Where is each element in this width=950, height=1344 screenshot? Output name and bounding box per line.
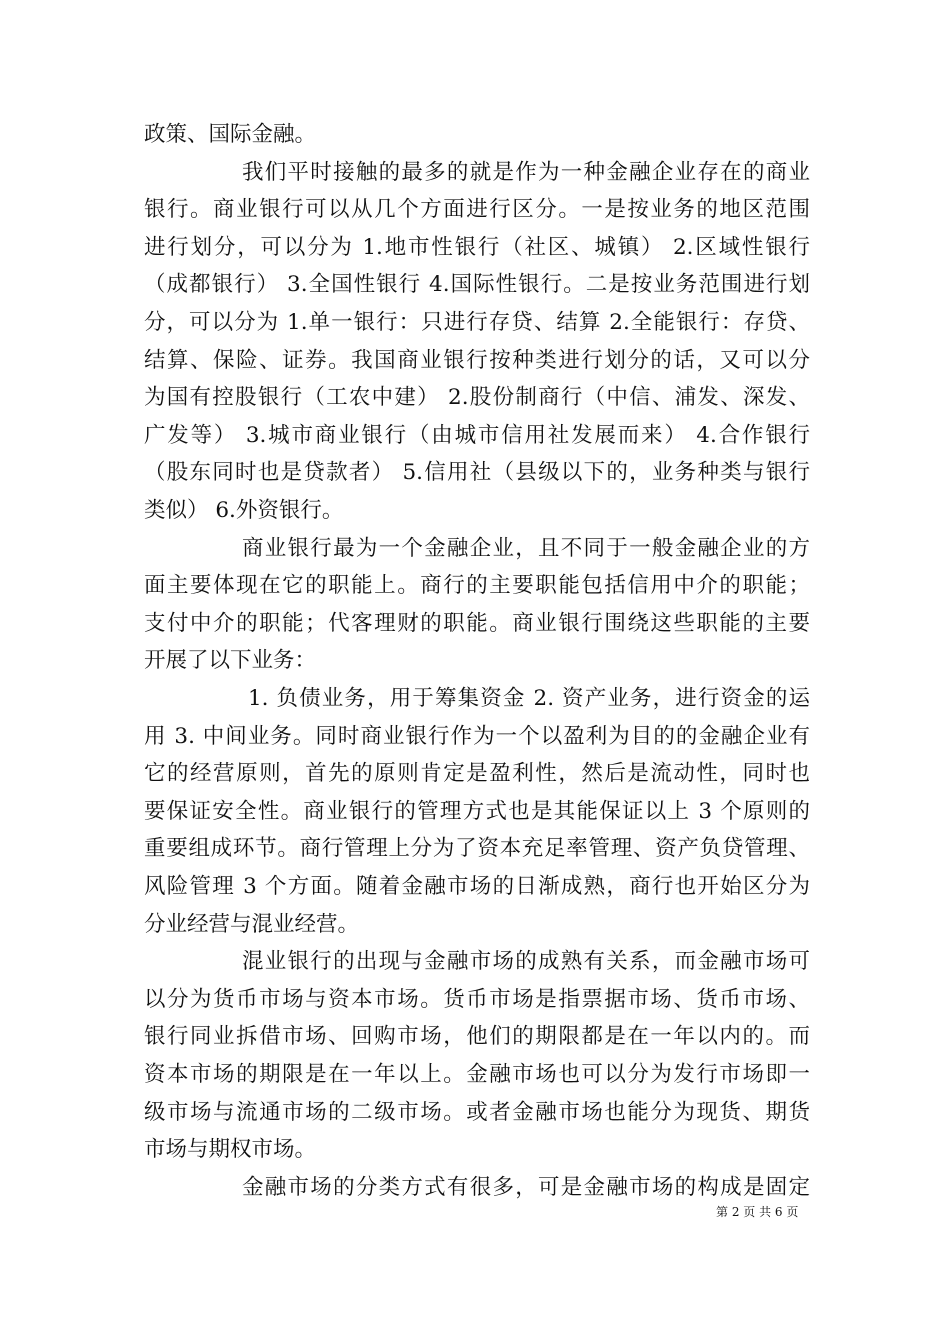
text-line: 要保证安全性。商业银行的管理方式也是其能保证以上 3 个原则的 [144, 798, 810, 824]
text-line: 面主要体现在它的职能上。商行的主要职能包括信用中介的职能； [144, 573, 810, 599]
text-line: 它的经营原则，首先的原则肯定是盈利性，然后是流动性，同时也 [144, 761, 810, 787]
text-line: 政策、国际金融。 [144, 122, 317, 147]
text-line: 我们平时接触的最多的就是作为一种金融企业存在的商业 [242, 159, 810, 185]
text-line: 1. 负债业务，用于筹集资金 2. 资产业务，进行资金的运 [248, 686, 810, 711]
text-line: 广发等） 3.城市商业银行（由城市信用社发展而来） 4.合作银行 [144, 422, 810, 448]
text-line: 级市场与流通市场的二级市场。或者金融市场也能分为现货、期货 [144, 1099, 810, 1125]
text-line: 类似） 6.外资银行。 [144, 498, 344, 523]
text-line: 资本市场的期限是在一年以上。金融市场也可以分为发行市场即一 [144, 1062, 810, 1087]
text-line: 风险管理 3 个方面。随着金融市场的日渐成熟，商行也开始区分为 [144, 874, 810, 899]
text-line: 结算、保险、证券。我国商业银行按种类进行划分的话，又可以分 [144, 347, 810, 373]
text-line: （股东同时也是贷款者） 5.信用社（县级以下的，业务种类与银行 [144, 460, 810, 486]
text-line: 进行划分，可以分为 1.地市性银行（社区、城镇） 2.区域性银行 [144, 234, 810, 260]
text-line: 市场与期权市场。 [144, 1137, 317, 1163]
text-line: 银行同业拆借市场、回购市场，他们的期限都是在一年以内的。而 [144, 1024, 810, 1050]
text-line: 银行。商业银行可以从几个方面进行区分。一是按业务的地区范围 [144, 197, 810, 223]
text-line: 混业银行的出现与金融市场的成熟有关系，而金融市场可 [242, 949, 810, 975]
text-line: 金融市场的分类方式有很多，可是金融市场的构成是固定 [242, 1174, 810, 1200]
text-line: 分，可以分为 1.单一银行：只进行存贷、结算 2.全能银行：存贷、 [144, 310, 810, 335]
text-line: 商业银行最为一个金融企业，且不同于一般金融企业的方 [242, 535, 810, 561]
text-line: 重要组成环节。商行管理上分为了资本充足率管理、资产负贷管理、 [144, 836, 810, 862]
text-line: 用 3. 中间业务。同时商业银行作为一个以盈利为目的的金融企业有 [144, 723, 810, 749]
text-line: 开展了以下业务： [144, 648, 317, 674]
text-line: 以分为货币市场与资本市场。货币市场是指票据市场、货币市场、 [144, 986, 810, 1012]
text-line: （成都银行） 3.全国性银行 4.国际性银行。二是按业务范围进行划 [144, 272, 810, 298]
page-number-footer: 第 2 页 共 6 页 [716, 1205, 799, 1219]
text-line: 支付中介的职能；代客理财的职能。商业银行围绕这些职能的主要 [144, 610, 810, 636]
text-line: 为国有控股银行（工农中建） 2.股份制商行（中信、浦发、深发、 [144, 385, 810, 411]
text-line: 分业经营与混业经营。 [144, 911, 360, 937]
